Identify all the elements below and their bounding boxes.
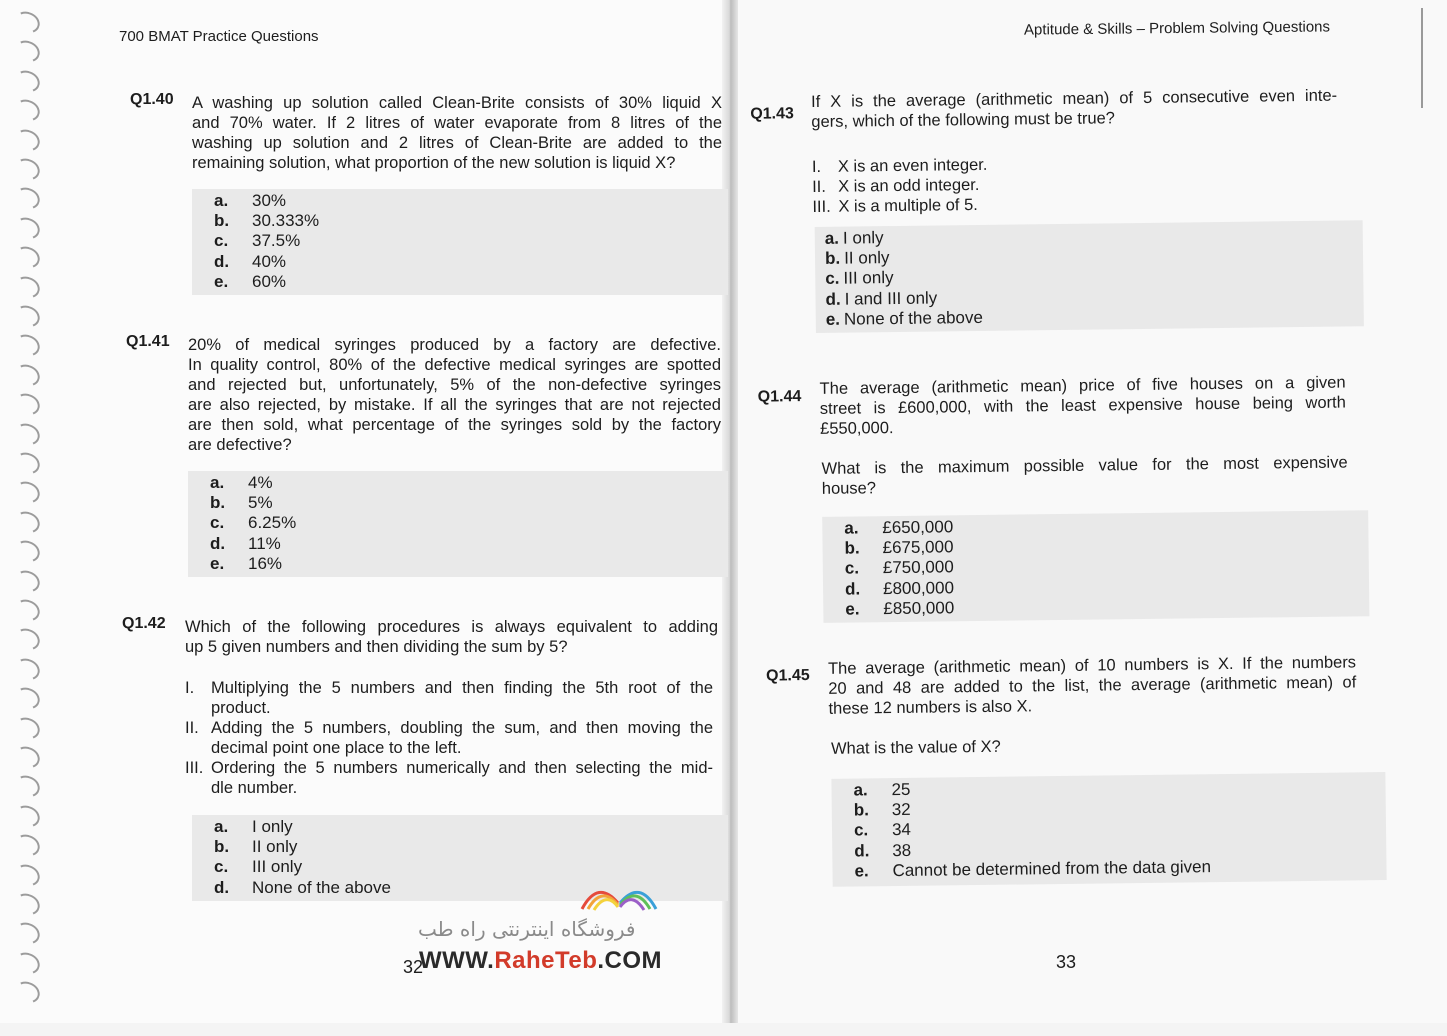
answer-options — [831, 772, 1386, 887]
option-text: 6.25% — [248, 513, 297, 533]
option-text: 32 — [891, 800, 911, 820]
option-letter: c. — [210, 513, 225, 533]
option-letter: b. — [214, 837, 230, 857]
option-text: 60% — [252, 271, 287, 291]
question-line: If X is the average (arithmetic mean) of 5 consecutive even inte- — [811, 86, 1338, 112]
option-letter: a. — [214, 817, 229, 836]
option-text: I and III only — [844, 288, 938, 309]
question-line: Which of the following procedures is always equivalent to adding — [185, 618, 718, 636]
option-text: None of the above — [843, 307, 984, 329]
url-suffix: .COM — [597, 947, 663, 974]
option-text: I only — [252, 817, 293, 836]
option-letter: b. — [853, 800, 869, 820]
option-letter: c. — [844, 558, 860, 579]
left-page-header: 700 BMAT Practice Questions — [119, 28, 319, 45]
statement-line: product. — [211, 699, 271, 717]
option-text: 34 — [891, 820, 912, 840]
option-text: 38 — [892, 840, 912, 860]
option-text: £800,000 — [882, 577, 955, 598]
statement-numeral: II. — [185, 719, 199, 737]
question-number: Q1.40 — [130, 91, 174, 108]
answer-options — [815, 220, 1364, 333]
option-text: 30.333% — [252, 211, 320, 231]
question-line: What is the maximum possible value for the most expensive — [821, 453, 1348, 478]
question-line: A washing up solution called Clean-Brite consists of 30% liquid X — [192, 94, 722, 112]
question-text — [820, 373, 1347, 439]
url-prefix: WWW. — [419, 947, 495, 974]
question-line: gers, which of the following must be true? — [811, 109, 1116, 132]
statement-line: X is an even integer. — [837, 155, 988, 176]
question-line: remaining solution, what proportion of the new solution is liquid X? — [192, 154, 676, 172]
option-letter: b. — [844, 538, 860, 558]
left-page-number: 32 — [403, 957, 424, 977]
option-letter: a. — [824, 228, 840, 248]
question-line: The average (arithmetic mean) price of five houses on a given — [819, 373, 1346, 398]
question-number: Q1.44 — [757, 388, 802, 406]
question-line: 20 and 48 are added to the list, the average (arithmetic mean) of — [828, 673, 1357, 698]
option-letter: a. — [210, 473, 225, 492]
option-text: £850,000 — [883, 598, 955, 618]
question-number: Q1.45 — [766, 667, 810, 685]
question-line: house? — [821, 479, 877, 498]
option-text: 40% — [252, 251, 287, 271]
option-text: 25 — [891, 779, 911, 800]
question-line: these 12 numbers is also X. — [828, 697, 1033, 718]
statement-line: dle number. — [211, 779, 298, 797]
option-text: £650,000 — [882, 517, 954, 538]
option-letter: b. — [214, 211, 230, 231]
option-letter: a. — [214, 191, 229, 210]
question-line: The average (arithmetic mean) of 10 numbers is X. If the numbers — [827, 653, 1357, 678]
option-letter: d. — [844, 579, 861, 599]
question-number: Q1.41 — [126, 333, 170, 350]
question-number: Q1.42 — [122, 615, 166, 632]
option-text: None of the above — [252, 877, 391, 897]
option-letter: e. — [845, 599, 860, 619]
option-text: II only — [252, 837, 298, 857]
statement-numeral: II. — [812, 177, 827, 197]
question-line: are also rejected, by mistake. If all the syringes that are not rejected — [188, 396, 721, 414]
option-text: II only — [844, 248, 890, 268]
question-line: 20% of medical syringes produced by a factory are defective. — [188, 336, 721, 354]
statement-numeral: I. — [811, 157, 822, 177]
question-line: are defective? — [188, 436, 292, 454]
question-line: are then sold, what percentage of the syringes sold by the factory — [188, 416, 721, 434]
option-text: III only — [843, 268, 894, 289]
answer-options — [822, 510, 1369, 623]
option-text: Cannot be determined from the data given — [892, 856, 1212, 880]
watermark-persian-text: فروشگاه اینترنتی راه طب — [418, 917, 636, 941]
statement-line: Multiplying the 5 numbers and then finding the 5th root of the — [211, 679, 713, 697]
option-letter: c. — [853, 820, 869, 840]
question-follow-up — [831, 733, 1331, 759]
option-letter: c. — [214, 857, 229, 877]
question-number: Q1.43 — [750, 105, 794, 123]
question-line: washing up solution and 2 litres of Clean-Brite are added to the — [192, 134, 722, 152]
right-page-number: 33 — [1056, 952, 1077, 972]
statement-numeral: III. — [812, 197, 831, 217]
option-text: 5% — [248, 493, 273, 513]
option-letter: a. — [844, 518, 859, 538]
question-line: In quality control, 80% of the defective medical syringes are spotted — [188, 356, 721, 374]
option-letter: e. — [214, 271, 229, 291]
option-letter: d. — [214, 251, 230, 271]
option-text: 4% — [248, 473, 273, 492]
statement-numeral: III. — [185, 759, 204, 777]
statement-line: Ordering the 5 numbers numerically and then selecting the mid- — [211, 759, 713, 777]
statement-list — [812, 152, 1213, 217]
option-letter: e. — [854, 861, 869, 881]
option-text: 37.5% — [252, 231, 301, 251]
question-line: street is £600,000, with the least expensive house being worth — [819, 393, 1346, 418]
question-text — [828, 652, 1357, 718]
option-text: £675,000 — [882, 537, 954, 558]
option-letter: d. — [210, 533, 226, 553]
option-text: I only — [842, 228, 884, 248]
question-line: £550,000. — [820, 419, 894, 438]
option-letter: b. — [210, 493, 226, 513]
statement-line: decimal point one place to the left. — [211, 739, 462, 757]
url-name: RaheTeb — [494, 947, 598, 974]
option-text: 11% — [248, 533, 281, 553]
option-letter: a. — [853, 780, 868, 800]
option-letter: d. — [825, 289, 841, 309]
option-letter: b. — [824, 248, 841, 269]
option-letter: c. — [214, 231, 229, 251]
option-text: £750,000 — [882, 557, 954, 578]
question-text — [811, 86, 1337, 132]
option-text: 30% — [252, 191, 287, 210]
statement-line: X is an odd integer. — [838, 175, 980, 196]
option-letter: e. — [825, 309, 841, 329]
option-letter: d. — [854, 840, 870, 861]
question-line: What is the value of X? — [830, 737, 1001, 758]
option-text: III only — [252, 857, 303, 877]
question-follow-up — [821, 452, 1347, 498]
statement-line: Adding the 5 numbers, doubling the sum, and then moving the — [211, 719, 713, 737]
right-page-header: Aptitude & Skills – Problem Solving Questions — [1023, 18, 1331, 39]
option-letter: e. — [210, 553, 225, 573]
statement — [812, 192, 1212, 217]
option-letter: d. — [214, 877, 230, 897]
statement-line: X is a multiple of 5. — [838, 195, 978, 216]
statement-numeral: I. — [185, 679, 195, 697]
question-line: up 5 given numbers and then dividing the sum by 5? — [185, 638, 568, 656]
question-line: and rejected but, unfortunately, 5% of the non-defective syringes — [188, 376, 721, 394]
option-text: 16% — [248, 553, 283, 573]
question-line: and 70% water. If 2 litres of water evaporate from 8 litres of the — [192, 114, 722, 132]
option-letter: c. — [825, 269, 840, 289]
